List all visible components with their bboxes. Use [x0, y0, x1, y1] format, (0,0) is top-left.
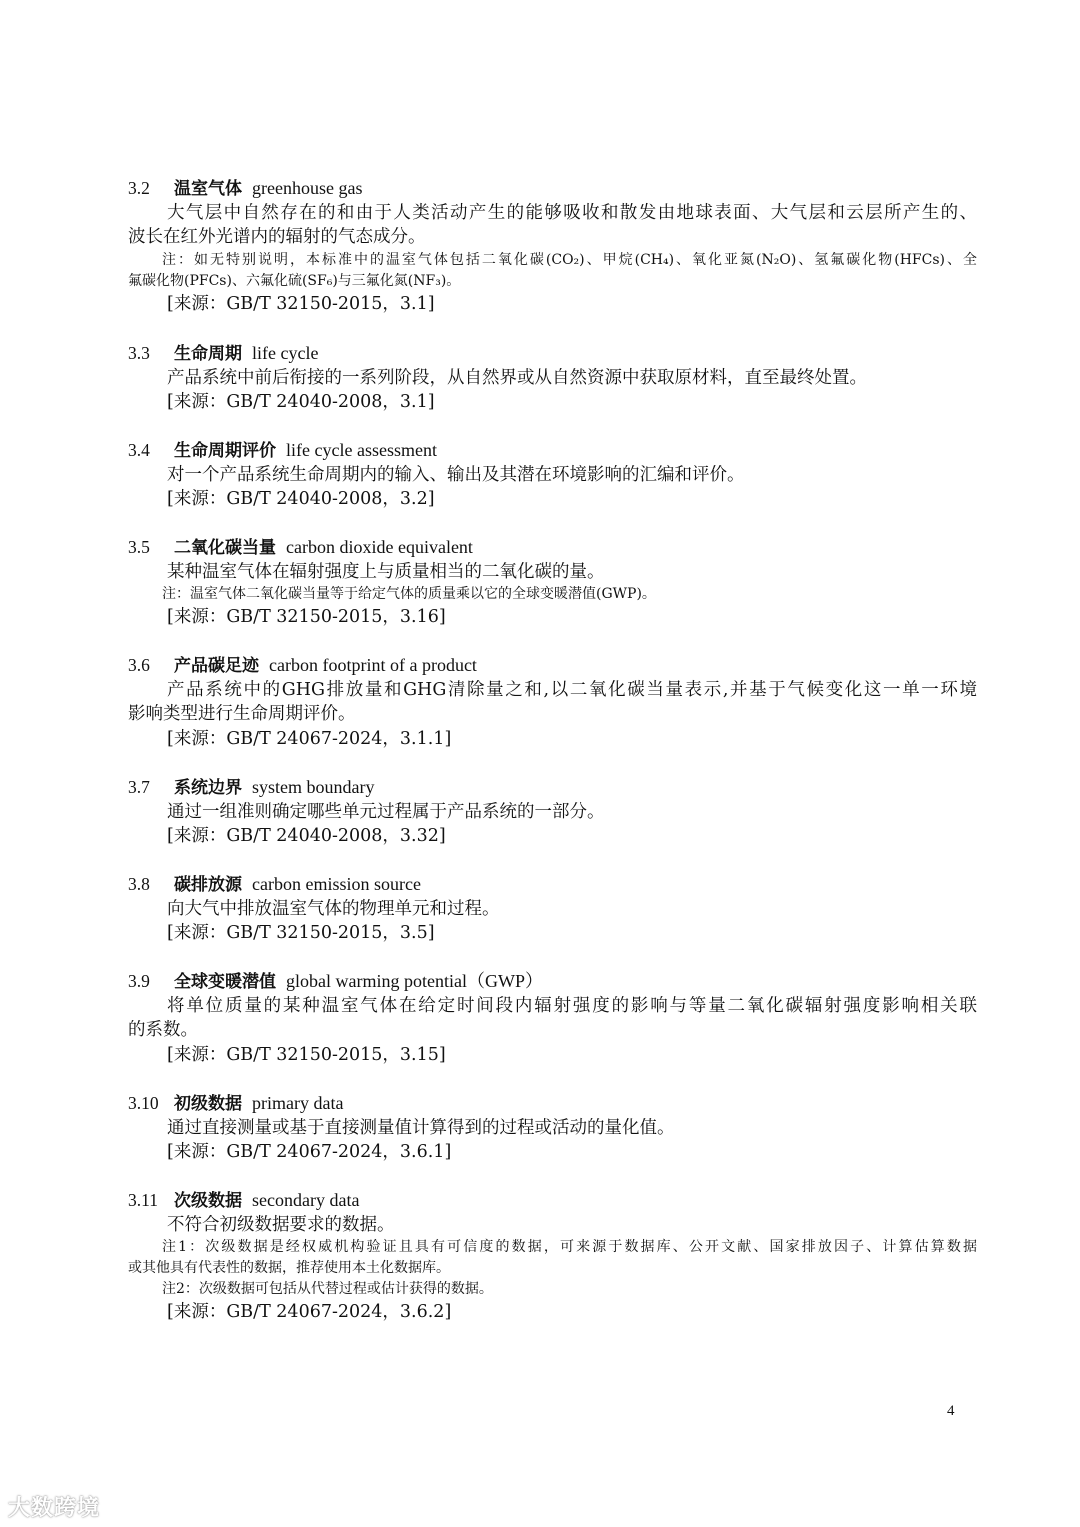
term-english: system boundary [252, 777, 375, 797]
term-heading [128, 535, 977, 560]
term-entry-3-8 [128, 872, 977, 946]
term-number: 3.7 [128, 777, 150, 797]
watermark-logo: 大数跨境 [8, 1496, 101, 1521]
definition-text: 产品系统中前后衔接的一系列阶段，从自然界或从自然资源中获取原材料，直至最终处置。 [167, 367, 867, 388]
term-heading [128, 775, 977, 800]
term-chinese: 初级数据 [174, 1094, 242, 1114]
definition-text: 通过一组准则确定哪些单元过程属于产品系统的一部分。 [167, 801, 605, 822]
note-text: 注：如无特别说明，本标准中的温室气体包括二氧化碳(CO₂)、甲烷(CH₄)、氧化亚氮(N₂O)、氢氟碳化物(HFCs)、全 [162, 251, 977, 268]
term-chinese: 全球变暖潜值 [174, 972, 276, 992]
note-text: 注2：次级数据可包括从代替过程或估计获得的数据。 [162, 1281, 493, 1297]
definition-text: 将单位质量的某种温室气体在给定时间段内辐射强度的影响与等量二氧化碳辐射强度影响相关联 [167, 995, 977, 1016]
source-citation: [来源：GB/T 32150-2015，3.16] [167, 607, 446, 627]
term-english: carbon footprint of a product [269, 655, 477, 675]
term-number: 3.8 [128, 874, 150, 894]
source-citation: [来源：GB/T 32150-2015，3.5] [167, 923, 435, 943]
term-english: primary data [252, 1093, 344, 1113]
definition-text: 不符合初级数据要求的数据。 [167, 1214, 395, 1235]
definition-text: 波长在红外光谱内的辐射的气态成分。 [128, 227, 426, 247]
page-number: 4 [947, 1403, 955, 1419]
source-citation: [来源：GB/T 32150-2015，3.1] [167, 293, 435, 314]
term-heading [128, 969, 977, 994]
definition-text: 向大气中排放温室气体的物理单元和过程。 [167, 898, 500, 919]
term-entry-3-4 [128, 438, 977, 512]
term-english: secondary data [252, 1190, 360, 1210]
source-citation: [来源：GB/T 24040-2008，3.32] [167, 826, 446, 846]
definition-text: 的系数。 [128, 1020, 198, 1040]
term-number: 3.2 [128, 178, 150, 198]
term-number: 3.3 [128, 343, 150, 363]
term-entry-3-5 [128, 535, 977, 630]
term-heading [128, 176, 977, 201]
source-citation: [来源：GB/T 24067-2024，3.1.1] [167, 728, 452, 749]
source-citation: [来源：GB/T 24040-2008，3.2] [167, 489, 435, 509]
term-number: 3.5 [128, 537, 150, 557]
term-chinese: 生命周期 [174, 344, 242, 364]
term-chinese: 生命周期评价 [174, 441, 276, 461]
term-number: 3.10 [128, 1093, 159, 1113]
term-english: life cycle [252, 343, 319, 363]
definition-text: 对一个产品系统生命周期内的输入、输出及其潜在环境影响的汇编和评价。 [167, 464, 745, 485]
term-number: 3.11 [128, 1190, 158, 1210]
definition-text: 影响类型进行生命周期评价。 [128, 704, 356, 724]
term-entry-3-2 [128, 176, 977, 316]
source-citation: [来源：GB/T 32150-2015，3.15] [167, 1044, 446, 1065]
term-entry-3-6 [128, 653, 977, 751]
source-citation: [来源：GB/T 24040-2008，3.1] [167, 392, 435, 412]
source-citation: [来源：GB/T 24067-2024，3.6.1] [167, 1142, 452, 1162]
definition-text: 大气层中自然存在的和由于人类活动产生的能够吸收和散发由地球表面、大气层和云层所产生的、 [167, 202, 977, 223]
term-heading [128, 653, 977, 678]
term-entry-3-3 [128, 341, 977, 415]
term-entry-3-7 [128, 775, 977, 849]
term-heading [128, 1188, 977, 1213]
source-citation: [来源：GB/T 24067-2024，3.6.2] [167, 1302, 452, 1322]
note-text: 注1：次级数据是经权威机构验证且具有可信度的数据，可来源于数据库、公开文献、国家排放因子、计算估算数据 [162, 1239, 977, 1255]
term-english: carbon emission source [252, 874, 421, 894]
term-number: 3.9 [128, 971, 150, 991]
term-entry-3-9 [128, 969, 977, 1067]
term-english: global warming potential（GWP） [286, 971, 543, 991]
term-heading [128, 1091, 977, 1116]
note-text: 注：温室气体二氧化碳当量等于给定气体的质量乘以它的全球变暖潜值(GWP)。 [162, 586, 656, 602]
term-chinese: 温室气体 [174, 179, 242, 199]
note-text: 或其他具有代表性的数据，推荐使用本土化数据库。 [128, 1260, 450, 1276]
note-text: 氟碳化物(PFCs)、六氟化硫(SF₆)与三氟化氮(NF₃)。 [128, 272, 461, 289]
term-chinese: 次级数据 [174, 1191, 242, 1211]
term-english: carbon dioxide equivalent [286, 537, 473, 557]
term-heading [128, 438, 977, 463]
term-heading [128, 341, 977, 366]
definition-text: 通过直接测量或基于直接测量值计算得到的过程或活动的量化值。 [167, 1117, 675, 1138]
term-number: 3.6 [128, 655, 150, 675]
definition-text: 某种温室气体在辐射强度上与质量相当的二氧化碳的量。 [167, 561, 605, 582]
term-entry-3-11 [128, 1188, 977, 1325]
term-chinese: 产品碳足迹 [174, 656, 259, 676]
term-english: greenhouse gas [252, 178, 363, 198]
term-chinese: 二氧化碳当量 [174, 538, 276, 558]
term-english: life cycle assessment [286, 440, 437, 460]
term-number: 3.4 [128, 440, 150, 460]
definition-text: 产品系统中的GHG排放量和GHG清除量之和,以二氧化碳当量表示,并基于气候变化这一单一环境 [167, 679, 977, 700]
term-chinese: 系统边界 [174, 778, 242, 798]
term-chinese: 碳排放源 [174, 875, 242, 895]
term-heading [128, 872, 977, 897]
term-entry-3-10 [128, 1091, 977, 1165]
